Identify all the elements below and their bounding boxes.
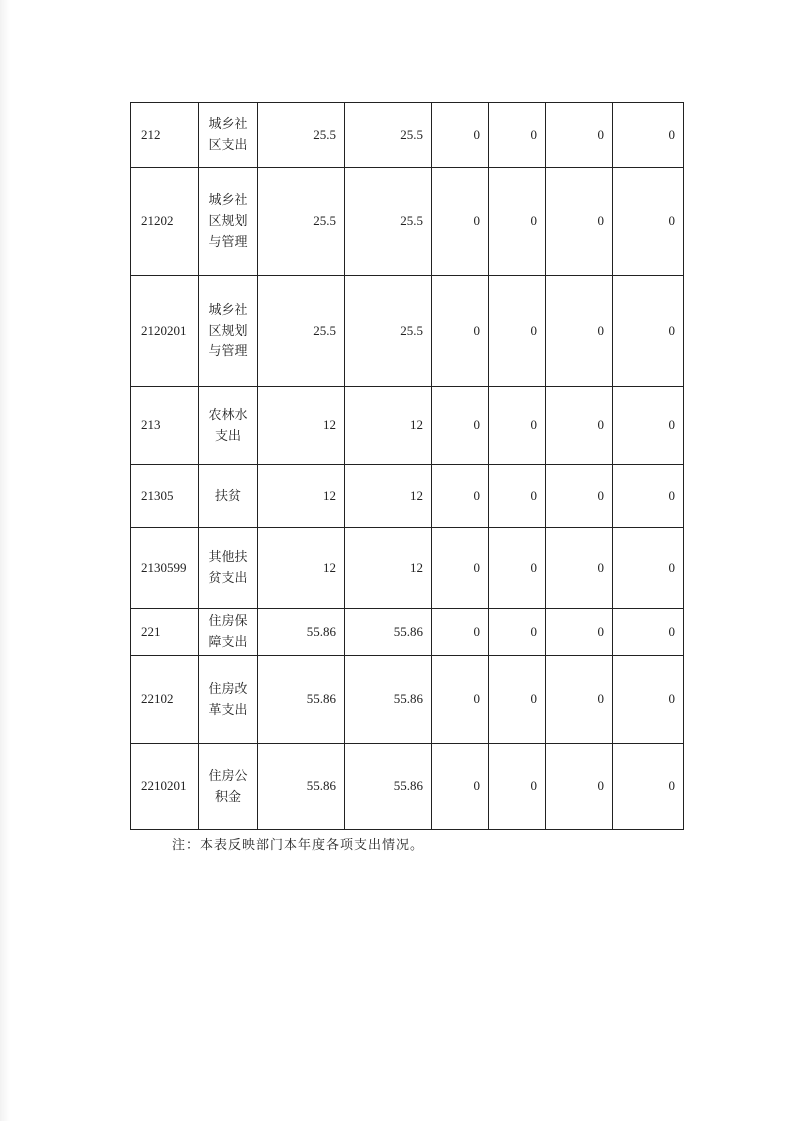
table-row <box>131 609 684 656</box>
row-col3: 0 <box>432 609 489 656</box>
row-name: 其他扶贫支出 <box>199 528 258 609</box>
row-basic: 12 <box>345 465 432 528</box>
row-col6: 0 <box>613 744 684 830</box>
row-col3: 0 <box>432 387 489 465</box>
row-col6: 0 <box>613 528 684 609</box>
row-name: 城乡社区支出 <box>199 103 258 168</box>
table-row <box>131 387 684 465</box>
row-code: 21305 <box>131 465 199 528</box>
row-name: 住房保障支出 <box>199 609 258 656</box>
row-name: 城乡社区规划与管理 <box>199 168 258 276</box>
row-name: 住房改革支出 <box>199 656 258 744</box>
row-col5: 0 <box>546 528 613 609</box>
row-col6: 0 <box>613 656 684 744</box>
scan-edge-shadow <box>0 0 10 1121</box>
row-name: 扶贫 <box>199 465 258 528</box>
table-row <box>131 276 684 387</box>
row-col6: 0 <box>613 465 684 528</box>
row-total: 55.86 <box>258 609 345 656</box>
row-name: 城乡社区规划与管理 <box>199 276 258 387</box>
row-basic: 55.86 <box>345 609 432 656</box>
row-name: 农林水支出 <box>199 387 258 465</box>
row-basic: 55.86 <box>345 656 432 744</box>
row-col4: 0 <box>489 168 546 276</box>
row-basic: 12 <box>345 528 432 609</box>
table-row <box>131 744 684 830</box>
row-total: 12 <box>258 528 345 609</box>
row-col6: 0 <box>613 103 684 168</box>
row-col4: 0 <box>489 465 546 528</box>
row-basic: 55.86 <box>345 744 432 830</box>
row-basic: 25.5 <box>345 168 432 276</box>
row-col6: 0 <box>613 168 684 276</box>
row-code: 2210201 <box>131 744 199 830</box>
row-col3: 0 <box>432 103 489 168</box>
row-col5: 0 <box>546 656 613 744</box>
row-col4: 0 <box>489 528 546 609</box>
row-col5: 0 <box>546 168 613 276</box>
row-name: 住房公积金 <box>199 744 258 830</box>
row-total: 25.5 <box>258 168 345 276</box>
row-col4: 0 <box>489 744 546 830</box>
table-row <box>131 656 684 744</box>
row-total: 12 <box>258 387 345 465</box>
row-col6: 0 <box>613 609 684 656</box>
row-total: 55.86 <box>258 744 345 830</box>
table-row <box>131 465 684 528</box>
row-code: 21202 <box>131 168 199 276</box>
row-code: 212 <box>131 103 199 168</box>
row-col6: 0 <box>613 387 684 465</box>
row-col5: 0 <box>546 465 613 528</box>
expenditure-table <box>130 102 684 830</box>
row-col3: 0 <box>432 465 489 528</box>
row-code: 2120201 <box>131 276 199 387</box>
row-basic: 25.5 <box>345 103 432 168</box>
row-total: 25.5 <box>258 276 345 387</box>
row-col4: 0 <box>489 656 546 744</box>
row-total: 12 <box>258 465 345 528</box>
row-code: 22102 <box>131 656 199 744</box>
row-col6: 0 <box>613 276 684 387</box>
row-col3: 0 <box>432 744 489 830</box>
row-code: 213 <box>131 387 199 465</box>
row-code: 2130599 <box>131 528 199 609</box>
row-col4: 0 <box>489 276 546 387</box>
expenditure-table-container <box>130 102 683 830</box>
row-code: 221 <box>131 609 199 656</box>
row-col5: 0 <box>546 276 613 387</box>
table-row <box>131 528 684 609</box>
row-col4: 0 <box>489 103 546 168</box>
row-col5: 0 <box>546 744 613 830</box>
row-total: 25.5 <box>258 103 345 168</box>
row-col3: 0 <box>432 168 489 276</box>
row-basic: 25.5 <box>345 276 432 387</box>
row-basic: 12 <box>345 387 432 465</box>
row-col5: 0 <box>546 387 613 465</box>
row-col3: 0 <box>432 276 489 387</box>
row-col3: 0 <box>432 528 489 609</box>
row-col5: 0 <box>546 609 613 656</box>
row-col3: 0 <box>432 656 489 744</box>
row-col5: 0 <box>546 103 613 168</box>
row-col4: 0 <box>489 609 546 656</box>
row-total: 55.86 <box>258 656 345 744</box>
row-col4: 0 <box>489 387 546 465</box>
table-row <box>131 103 684 168</box>
table-row <box>131 168 684 276</box>
table-footnote: 注：本表反映部门本年度各项支出情况。 <box>172 837 425 852</box>
